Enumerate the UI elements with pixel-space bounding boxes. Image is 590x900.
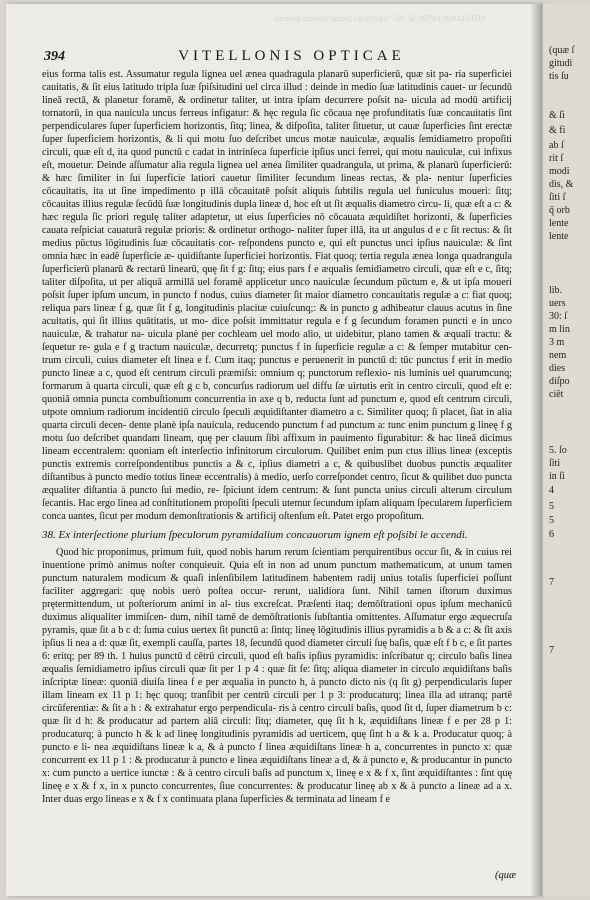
catchword: (quæ	[495, 870, 516, 881]
bleed-through-text: VITELLONIS OPTICAE 395 · ſuperficies ſpeculi concaui ſphærici ·	[270, 14, 486, 23]
edge-line: 5	[549, 515, 554, 526]
edge-line: 3 m	[549, 337, 565, 348]
edge-line: & fi	[549, 125, 566, 136]
edge-line: 5	[549, 501, 554, 512]
edge-line: ab ſ	[549, 140, 564, 151]
body-text	[42, 68, 512, 806]
edge-line: lente	[549, 218, 569, 229]
left-page	[6, 4, 542, 896]
right-page-edge	[542, 4, 590, 896]
edge-line: 6	[549, 529, 554, 540]
edge-line: modi	[549, 166, 570, 177]
paragraph-2: Quod hic proponimus, primum fuit, quod nobis harum rerum ſcientiam perquirentibus occur ſit, & in cuius rei inuentione primò animus noſter conquieuit. Quia eſt in non ad unum punctum mathematicum, at unum tamen punctum naturalem modicum & quaſi inſenſibilem latitudinem habentem radij unius totalis ſuperficiei poſſunt faciliter aggregari: quę nobis uerò poſtea occur- rerunt, ualidiora ſunt. Nihil tamen iſtorum duximus prętermittendum, ut poſteriorum animi in al- tius excreſcat. Præſenti itaq; demōſtrationi opus ipſum mechanicū duximus aliqualiter immiſcen- dum, nihil tamē de demōſtrationis ſubſtantia omittentes. Aſſumatur ergo æquecruſa pyramis, quæ ſit a b c d: ſuma cuius uertex ſit punctū a: ſintq; lineę lōgitudinis illius pyramidis a b & a c: & ſit axis ipſius li nea a d: quæ ſit, exempli cauſſa, partes 18, ſecundū quod diameter circuli ſuę baſis, quæ eſt f b c, e ſit partes 6: eritq; per 89 th. 1 huius punctū d cētrū circuli, quod eſt baſis ipſius pyramidis: inſcribatur q; circulo baſis linea æqualis ſemidiametro ipſius circuli quæ ſit per 1 p 4 : quæ ſit fe: ſitq; aliqua diameter in circulo æquidiſtans baſis inſcriptæ lineæ: quoniā diuiſa linea f e per æqualia in puncto h, à puncto dicto nis (q ſit g) perpendicularis ſuper illam lineam ex 11 p 1: hęc quoq; tranſibit per centrū circuli per 1 p 3: producaturq; linea illa ad utranq; partē circūferentiæ: & ſit a h : & extrahatur ergo perpendicula- ris à centro circuli baſis, quod ſit d, ſuper diametrum b c: quæ ſit d h: & producatur ad partem aliā circuli: ſitq; diameter, quę ſit h k, æquidiſtans lineæ f e per 28 p 1: producaturq; à puncto h & k ad lineę longitudinis pyramidis ad uerticem, quę ſint h a & k a. Producatur quoq; à puncto e li- nea æquidiſtans lineæ k a, & à puncto f linea æquidiſtans lineæ h a, concurrentes in puncto x: quæ concurrent ex 11 p 1 : & producatur à puncto e linea æquidiſtans lineæ a d, & à puncto e, & producantur in puncto x: cum puncto a uertice iunctæ : & à centro circuli baſis ad punctum x, lineę e x & f x, ſint æquidiſtantes : ſint quę lineę e x & f x, in x puncto concurrentes, ſiue concurrentes: & producatur lineę ab x & à puncto a lineæ ad a x. Inter duas ergo lineas e x & f x continuata plana ſuperficies & terminata ad lineam f e	[42, 547, 512, 805]
edge-line: dis, &	[549, 179, 574, 190]
edge-line: lib.	[549, 285, 563, 296]
edge-line: in ſi	[549, 471, 565, 482]
edge-line: 5. ſo	[549, 445, 567, 456]
page-number: 394	[44, 49, 65, 64]
edge-line: ſiti	[549, 458, 561, 469]
edge-line: 7	[549, 645, 554, 656]
edge-line: (quæ ſ	[549, 45, 575, 56]
edge-line: 30: ſ	[549, 311, 568, 322]
paragraph-1: eius forma talis est. Assumatur regula lignea uel ænea quadragula planarū superficierū, quæ sit pa- ria superficiei cauitatis, & ſit eius latitudo tripla ſuæ ſpiſsitudini uel circa illud : deinde in medio ſuæ latitudinis cauet- ur ſecundū lineā rectā, & planetur foramē, & ordinetur taliter, ut intra ipſam decurrere poſsit na- uicula ad modū artificij tornatorū, in qua nauicula uncus ferreus infigatur: & hęc regula ſic cōcaua nęe profunditatis ſuæ concauitatis ſint perpendiculares ſuper ſuperficiem horizontis, ſitq; linea, & diſpoſita, taliter ſituetur, ut cauæ ſuperficies ſint erectæ ſuper ſuperficiem horizontis, & li qui motu ſuo deſcribet uncus motæ nauiculæ, æqualis ſemidiametro propoſiti circuli, quæ eſt d, ita quod punctū c cadat in intrinſeca ſuperficie ipſius unci ferrei, qui motu nauiculæ, cui infixus eſt, mouetur. Deinde aſſumatur alia regula lignea uel ænea ſimiliter quadrangula, ut prima, & planarū ſuperficierū: & hæc ſimiliter in ſui ſuperficie latiori cauetur ſimiliter ſecundum lineas rectas, & pla- nentur ſuperficies cōcauitatis, ita ut ſine impedimento p illā cōcauitatē poſsit aliquis ſubtilis regula uel funiculus moueri: ſitq; cōcauitas illius regulæ ſecūdū ſuæ longitudinis dupla lineæ d, hoc eſt ut ſit æqualis diametro circu- li, quæ eſt a c: & hæc regula ſic priori regulę taliter adaptetur, ut eius ſuperficies nō cōcauata æquidiſtet horizonti, & ſuperficies cauata reſpiciat cauaturā regulæ prioris: & ordinetur orthogo- naliter ſuper illā, ita ut angulus d e c ſit rectus: & ſit medius pūctus lōgitudinis ſuæ cōcauitatis cor- reſpondens puncto e, qui eſt punctus unci ipſius nauiculæ: & ſint omnia hæc in eadē ſuperficie æ- quidiſtante ſuperficiei horizontis. Fiat quoq; tertia regula ænea longa quadrangula ſuperficierū planarū & rectarū linearū, quę ſit f g: ſitq; eius pars f e æqualis ſemidiametro circuli, quæ eſt e c, ſitq; taliter diſpoſita, ut per aliquā armillā uel foramē applicetur unco nauiculæ ſecundum pūctum e, & ut ipſa moueri poſsit ſuper ipſum uncum, in puncto f nodus, cuius diameter ſit maior diametro concauitatis regulæ a c: fiat quoq; reliqua pars lineæ f g, quæ ſit f g, longitudinis placitæ cuiuſcunq;: & in puncto g adhibeatur clauus acutus in ſine acuitatis, qui ſit illius quātitatis, ut mo- dice poſsit immittatur regula e f g ſecundum foramen puncti e in unco nauiculæ, & trahatur na- uicula planè per cochleam uel modo alio, ut uidebitur, plano tamen & æquali tractu: & ſequetur re- gula e f g tractum nauiculæ, decurretq; punctus f in ſuperficie regulæ a c: & ſemper mutabitur cen- trum circuli, cuius diameter eſt linea e f. Cum itaq; punctus e peruenerit in punctū d: tūc punctus f erit in medio puncto lineæ a c, quod eſt centrum circuli præmiſsi: omnium q; punctorum reflexio- nis luminis uel quarumcunq; formarum à quarta circuli, quæ eſt g c b, concurſus radiorum uel diffu ſæ uirtutis erit in centro circuli, quod eſt e: quoniā omnia puncta combuſtionum concurrentia in axe q b, reducta ſunt ad punctum e, quod eſt centrum circuli, utpote omnium radiorum incidentiū circulo ſpeculi æquidiſtanter diametro a c. Similiter quoq; ſi placet, ſiat in alia quarta circuli decen- dente planè ipſa nauicula, reducendo punctum f ad punctum a: tunc enim punctum g lineę f g motu ſuo deſcribet quandam lineam, quę per clauum ſibi affixum in pauimento figurabitur: & hac lineā dicimus lineam eccentralem: quoniam eſt interſectio infinitorum circulorum. Quilibet enim pun ctus illius lineæ (exceptis punctis extremis correſpondentibus punctis a & c, ipſius diametri a c, & quibuslibet duobus punctis æqualiter diſtantibus à puncto medio totius lineæ eccentralis) à medio, uerſo correſpondet centro, ſicut & quilibet duo puncta æqualiter diſtantia à puncto ſui medio, re- ſpiciunt idem centrum: & ſunt puncta unius circuli alterum circulum ſecantis. Hac ergo linea ad conſtitutionem propoſiti ſpeculi utemur ſecundum ipſam aliquam ſpecularem ſuperficiem conca uantes, ſicut per modum demonſtrationis & artificij oſtenſum eſt. Patet ergo propoſitum.	[42, 69, 512, 522]
edge-line: dies	[549, 363, 566, 374]
edge-line: nem	[549, 350, 567, 361]
edge-line: tis ſu	[549, 71, 569, 82]
page-header	[44, 48, 519, 68]
edge-line: rit ſ	[549, 153, 564, 164]
edge-line: m lin	[549, 324, 570, 335]
proposition-38: 38. Ex interſectione plurium ſpeculorum pyramidalium concauorum ignem eſt poſsibi le accendi.	[42, 529, 468, 541]
edge-line: 7	[549, 577, 554, 588]
edge-line: gitudi	[549, 58, 573, 69]
edge-line: ciēt	[549, 389, 564, 400]
edge-line: uers	[549, 298, 566, 309]
edge-line: ſiti ſ	[549, 192, 566, 203]
edge-line: diſpo	[549, 376, 570, 387]
edge-line: lente	[549, 231, 569, 242]
edge-line: q̄ orb	[549, 205, 570, 216]
edge-line: & ſi	[549, 110, 565, 121]
edge-line: 4	[549, 485, 554, 496]
running-title: VITELLONIS OPTICAE	[178, 48, 405, 64]
